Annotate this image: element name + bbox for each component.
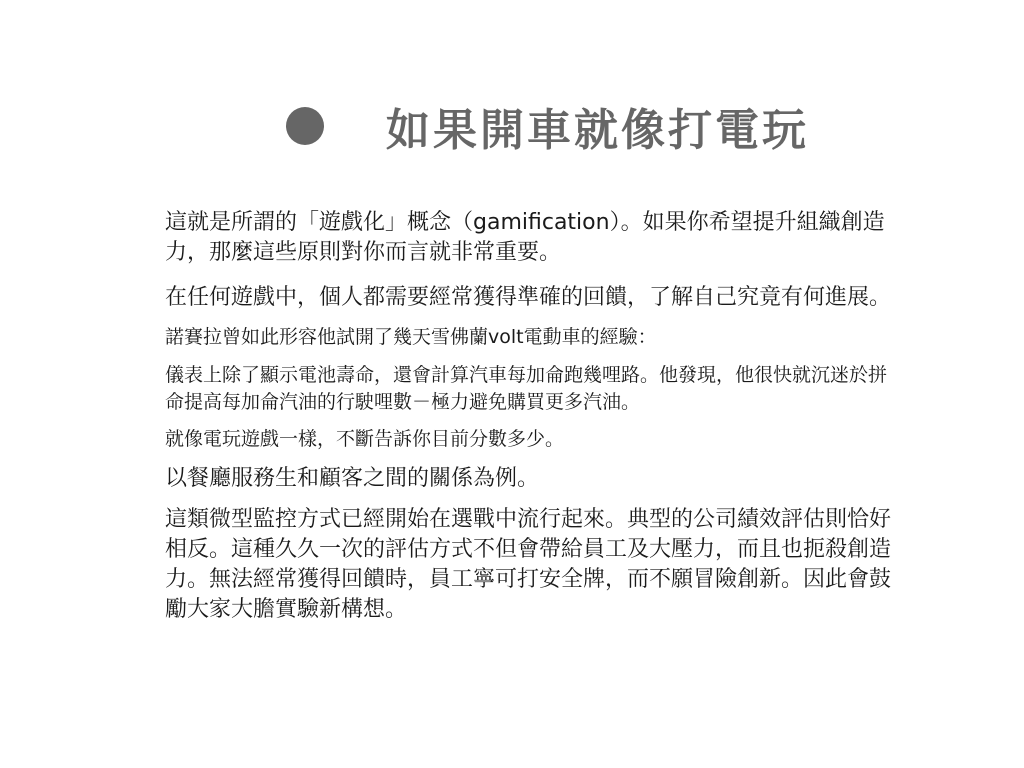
bullet-dot-icon [286, 107, 324, 145]
paragraph-score: 就像電玩遊戲一樣，不斷告訴你目前分數多少。 [165, 428, 565, 450]
paragraph-feedback: 在任何遊戲中，個人都需要經常獲得準確的回饋，了解自己究竟有何進展。 [165, 285, 892, 310]
paragraph-dashboard: 儀表上除了顯示電池壽命，還會計算汽車每加侖跑幾哩路。他發現，他很快就沉迷於拼命提高每加侖汽油的行駛哩數－極力避免購買更多汽油。 [165, 364, 888, 413]
paragraph-volt-intro: 諾賽拉曾如此形容他試開了幾天雪佛蘭volt電動車的經驗： [165, 326, 657, 348]
paragraph-waiter: 以餐廳服務生和顧客之間的關係為例。 [165, 466, 540, 491]
slide-title: 如果開車就像打電玩 [386, 105, 809, 156]
paragraph-gamification: 這就是所謂的「遊戲化」概念（gamification）。如果你希望提升組織創造力，那麼這些原則對你而言就非常重要。 [165, 210, 885, 265]
title-row [286, 98, 809, 154]
paragraph-performance-review: 這類微型監控方式已經開始在選戰中流行起來。典型的公司績效評估則恰好相反。這種久久一次的評估方式不但會帶給員工及大壓力，而且也扼殺創造力。無法經常獲得回饋時，員工寧可打安全牌，而不願冒險創新。因此會鼓勵大家大膽實驗新構想。 [165, 507, 892, 622]
slide-body [165, 208, 905, 625]
